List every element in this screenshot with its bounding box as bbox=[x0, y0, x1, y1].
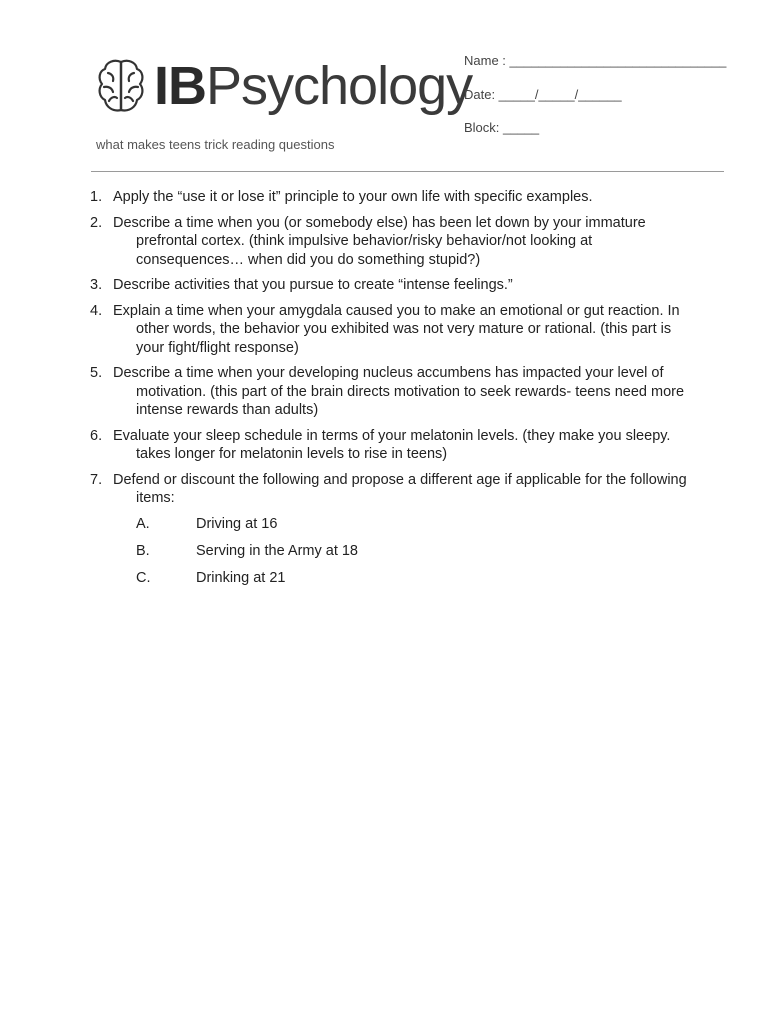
question-number: 6. bbox=[90, 427, 103, 444]
sub-items bbox=[90, 515, 690, 588]
question-1 bbox=[90, 188, 690, 207]
question-3 bbox=[90, 276, 690, 295]
sub-item-letter: C. bbox=[136, 569, 151, 586]
question-list bbox=[90, 188, 690, 596]
question-5 bbox=[90, 364, 690, 420]
question-2 bbox=[90, 214, 690, 270]
header-divider bbox=[91, 171, 724, 172]
question-text: Explain a time when your amygdala caused you to make an emotional or gut reaction. In other words, the behavior you exhibited was not very mature or rational. (this part is your fight/flight response) bbox=[113, 302, 680, 356]
sub-item-text: Serving in the Army at 18 bbox=[196, 542, 358, 559]
sub-item-b bbox=[90, 542, 690, 561]
logo bbox=[96, 56, 472, 116]
question-text: Describe a time when your developing nucleus accumbens has impacted your level of motivation. (this part of the brain directs motivation to seek rewards- teens need more intense rewards than adults) bbox=[113, 365, 685, 418]
date-field: Date: _____/_____/______ bbox=[464, 87, 622, 102]
question-number: 3. bbox=[90, 277, 103, 293]
question-text: Defend or discount the following and propose a different age if applicable for the following items: bbox=[113, 471, 687, 506]
sub-item-text: Drinking at 21 bbox=[196, 569, 286, 586]
question-number: 2. bbox=[90, 214, 103, 231]
question-text: Evaluate your sleep schedule in terms of your melatonin levels. (they make you sleepy. takes longer for melatonin levels to rise in teens) bbox=[113, 427, 671, 462]
question-number: 5. bbox=[90, 365, 103, 381]
question-text: Describe a time when you (or somebody else) has been let down by your immature prefrontal cortex. (think impulsive behavior/risky behavior/not looking at consequences… when did you do something stupid?) bbox=[113, 214, 646, 268]
tagline: what makes teens trick reading questions bbox=[96, 137, 335, 152]
logo-wordmark bbox=[154, 56, 472, 116]
logo-ib: IB bbox=[154, 56, 206, 116]
logo-psychology: Psychology bbox=[206, 56, 473, 116]
name-field: Name : ______________________________ bbox=[464, 53, 727, 68]
sub-item-a bbox=[90, 515, 690, 534]
question-6 bbox=[90, 427, 690, 464]
sub-item-list bbox=[90, 515, 690, 588]
question-7 bbox=[90, 471, 690, 508]
question-number: 1. bbox=[90, 189, 103, 205]
brain-icon bbox=[96, 57, 146, 115]
block-field: Block: _____ bbox=[464, 120, 540, 135]
sub-item-text: Driving at 16 bbox=[196, 515, 278, 532]
sub-item-c bbox=[90, 569, 690, 588]
sub-item-letter: A. bbox=[136, 515, 150, 532]
question-text: Describe activities that you pursue to create “intense feelings.” bbox=[113, 277, 513, 293]
sub-item-letter: B. bbox=[136, 542, 150, 559]
question-4 bbox=[90, 302, 690, 358]
question-text: Apply the “use it or lose it” principle to your own life with specific examples. bbox=[113, 189, 593, 205]
question-number: 4. bbox=[90, 302, 103, 319]
question-number: 7. bbox=[90, 471, 103, 488]
